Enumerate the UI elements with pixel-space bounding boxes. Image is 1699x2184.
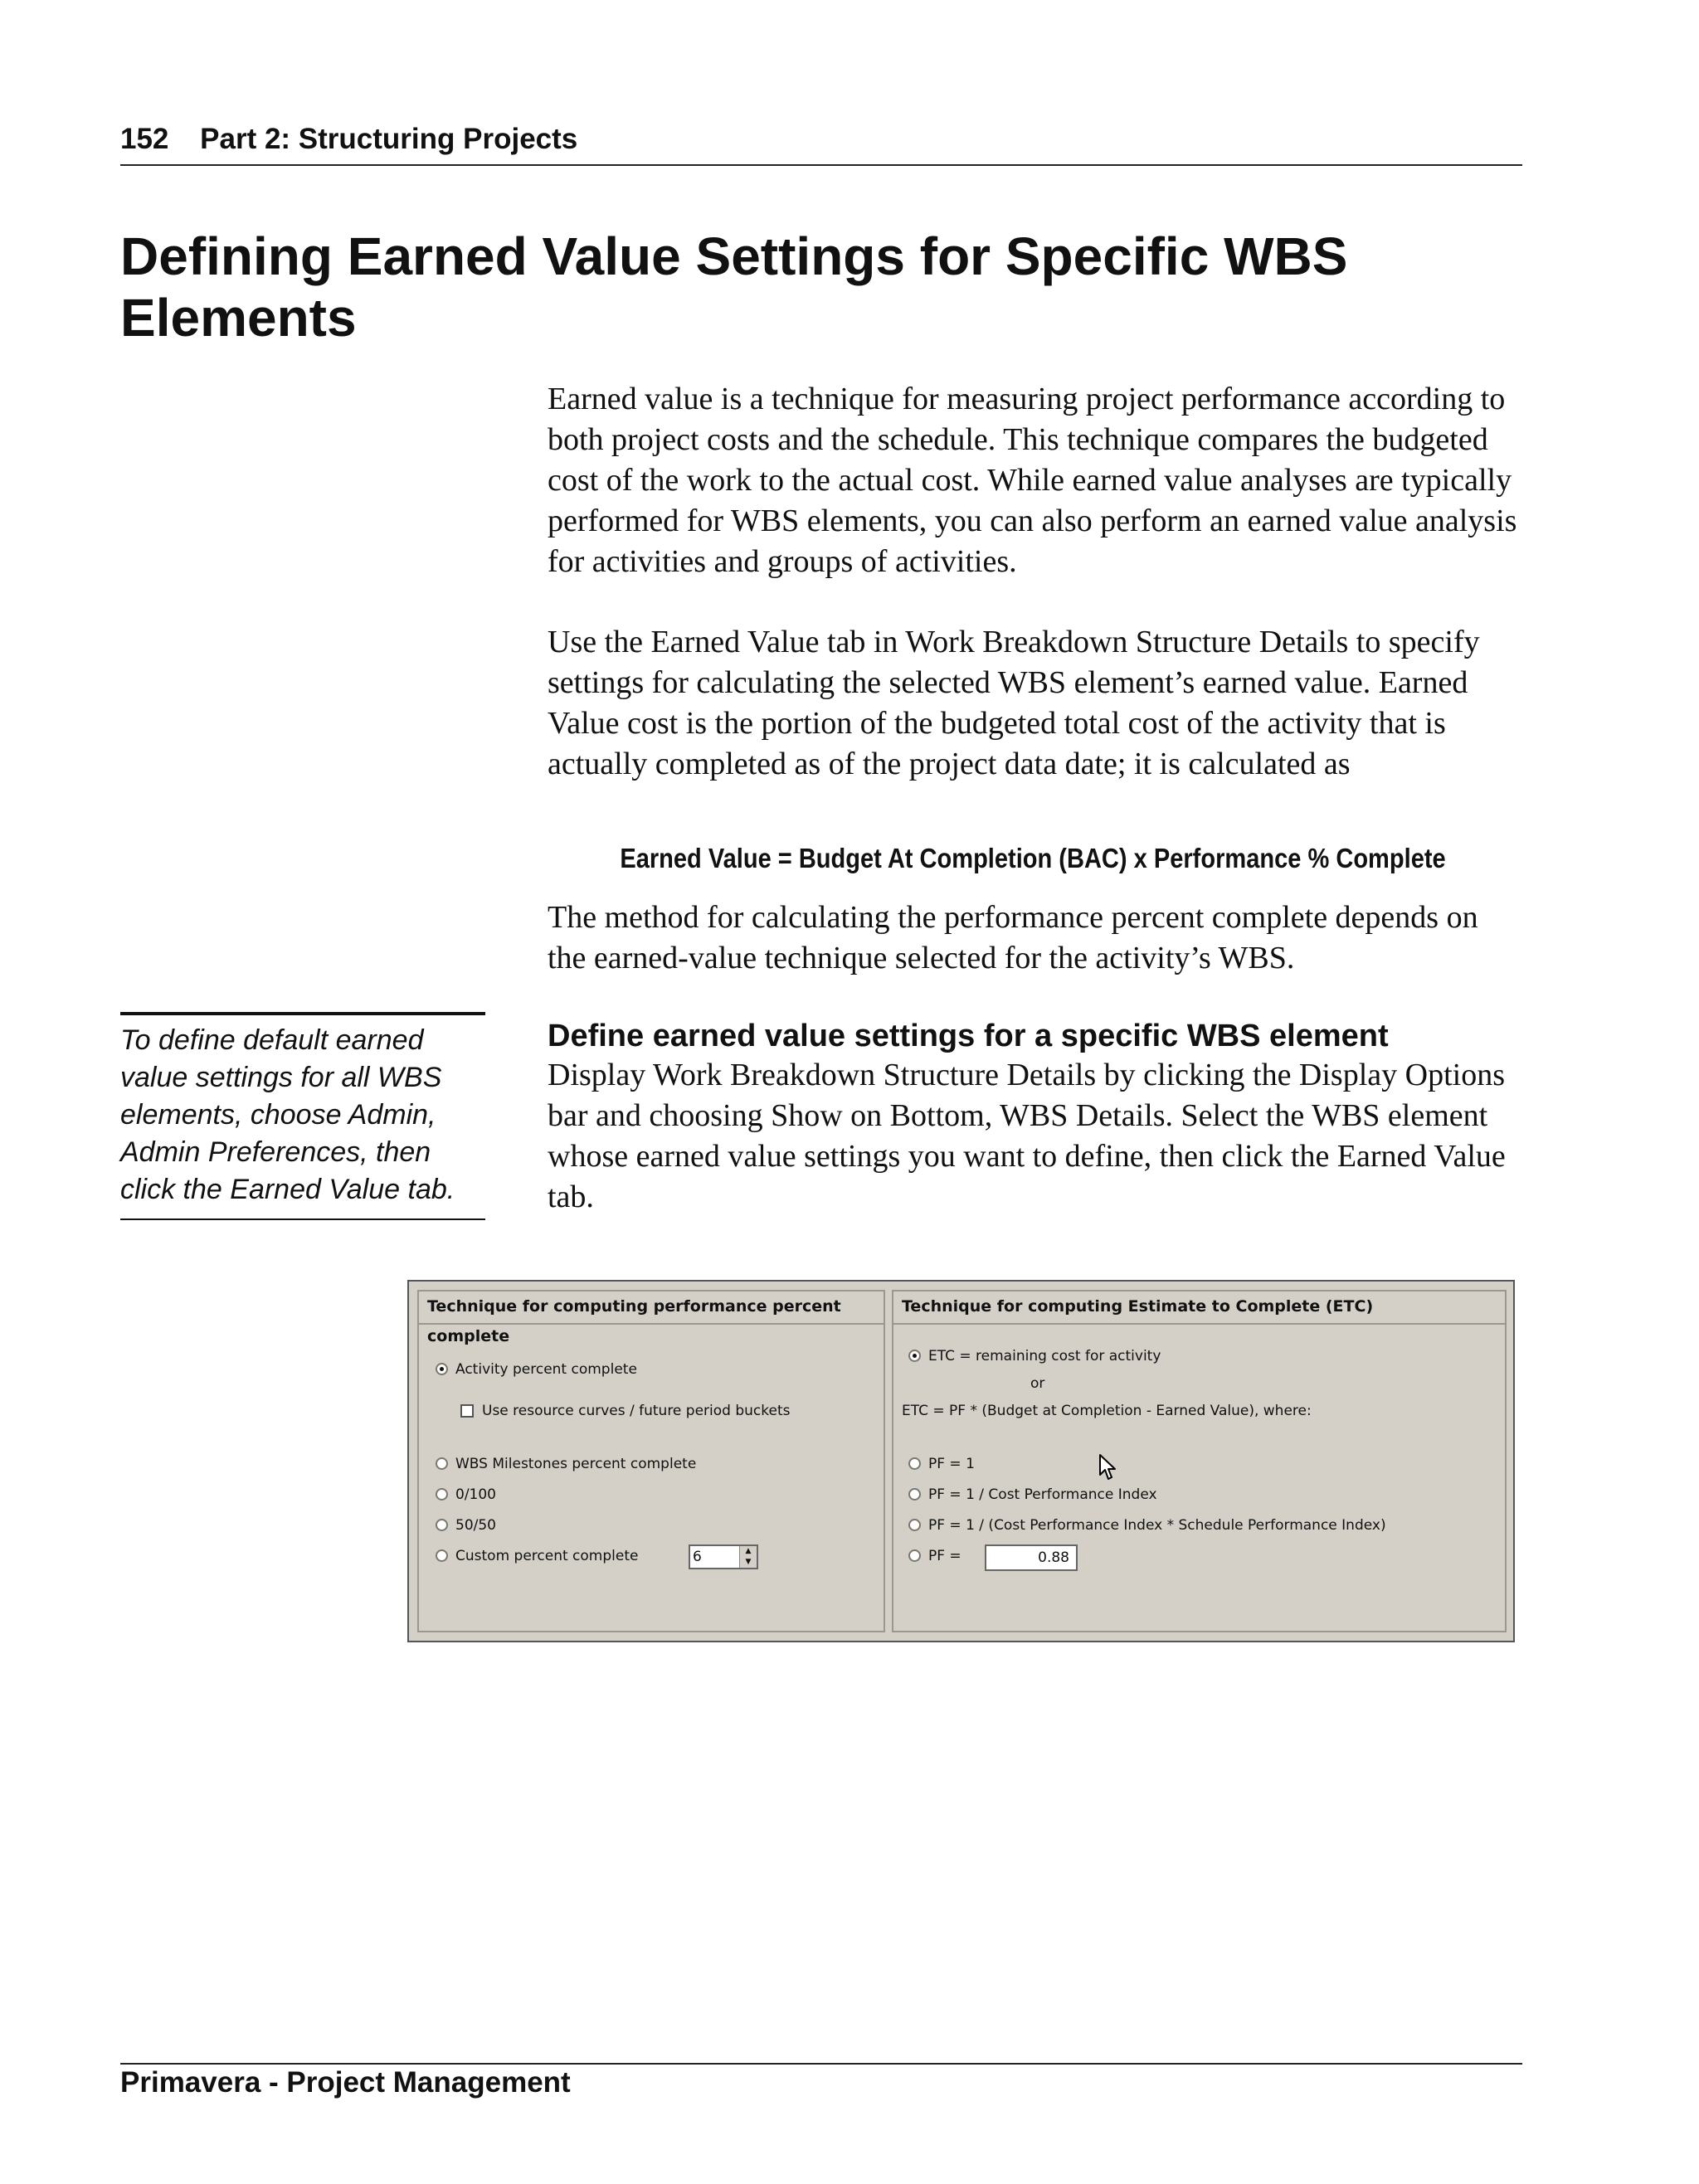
- option-label: Activity percent complete: [455, 1361, 637, 1378]
- radio-button[interactable]: [908, 1350, 921, 1362]
- earned-value-formula: Earned Value = Budget At Completion (BAC) x Performance % Complete: [620, 843, 1446, 873]
- checkbox[interactable]: [460, 1404, 474, 1418]
- page-footer: Primavera - Project Management: [120, 2063, 1522, 2099]
- option-label: 0/100: [455, 1486, 496, 1503]
- radio-button[interactable]: [908, 1488, 921, 1501]
- method-paragraph: The method for calculating the performance percent complete depends on the earned-value technique selected for the activity’s WBS.: [548, 900, 1478, 975]
- mouse-cursor-icon: [1098, 1453, 1118, 1481]
- radio-button[interactable]: [908, 1549, 921, 1562]
- resource-curves-option[interactable]: [460, 1402, 791, 1420]
- pf-custom-option[interactable]: [908, 1547, 961, 1565]
- option-label: PF = 1: [928, 1456, 975, 1472]
- radio-button[interactable]: [908, 1457, 921, 1470]
- performance-technique-group: [417, 1290, 885, 1632]
- intro-paragraph: Earned value is a technique for measuring project performance according to both project costs and the schedule. This technique compares the budgeted cost of the work to the actual cost. While earned value analyses are typically performed for WBS elements, you can also perform an earned value analysis for activities and groups of activities.: [548, 382, 1517, 579]
- radio-button[interactable]: [436, 1363, 448, 1375]
- option-label: PF =: [928, 1548, 961, 1564]
- or-label: or: [1030, 1375, 1045, 1392]
- page-title: Defining Earned Value Settings for Specific WBS Elements: [120, 226, 1348, 348]
- spin-up-icon[interactable]: ▲: [745, 1547, 752, 1555]
- option-label: Custom percent complete: [455, 1548, 639, 1564]
- performance-technique-title: Technique for computing performance percent complete: [419, 1291, 884, 1325]
- wbs-milestones-option[interactable]: [436, 1455, 696, 1473]
- option-label: PF = 1 / Cost Performance Index: [928, 1486, 1157, 1503]
- radio-button[interactable]: [908, 1519, 921, 1531]
- option-label: ETC = remaining cost for activity: [928, 1348, 1161, 1364]
- etc-technique-title: Technique for computing Estimate to Complete (ETC): [893, 1291, 1505, 1325]
- fifty-fifty-option[interactable]: [436, 1516, 496, 1535]
- earned-value-tab-paragraph: Use the Earned Value tab in Work Breakdown Structure Details to specify settings for calculating the selected WBS element’s earned value. Earned Value cost is the portion of the budgeted total cost of the activity that is actually completed as of the project data date; it is calculated as: [548, 625, 1480, 781]
- stepper-buttons: [739, 1546, 757, 1568]
- pf-one-option[interactable]: [908, 1455, 975, 1473]
- section-title: Part 2: Structuring Projects: [200, 123, 578, 155]
- page-number: 152: [120, 123, 169, 155]
- custom-percent-option[interactable]: [436, 1547, 638, 1565]
- page-header: [120, 123, 1522, 166]
- sidenote: To define default earned value settings for all WBS elements, choose Admin, Admin Preferences, then click the Earned Value tab.: [120, 1012, 485, 1220]
- pf-cpi-option[interactable]: [908, 1486, 1157, 1504]
- radio-button[interactable]: [436, 1519, 448, 1531]
- zero-hundred-option[interactable]: [436, 1486, 496, 1504]
- spin-down-icon[interactable]: ▼: [745, 1558, 752, 1566]
- earned-value-settings-screenshot: [407, 1280, 1515, 1642]
- custom-percent-value: 6: [693, 1549, 702, 1565]
- option-label: 50/50: [455, 1517, 496, 1534]
- pf-cpi-spi-option[interactable]: [908, 1516, 1386, 1535]
- etc-formula-label: ETC = PF * (Budget at Completion - Earned Value), where:: [902, 1403, 1312, 1419]
- custom-percent-stepper[interactable]: [689, 1544, 758, 1569]
- etc-technique-group: [892, 1290, 1507, 1632]
- pf-value-field[interactable]: 0.88: [985, 1544, 1078, 1571]
- radio-button[interactable]: [436, 1549, 448, 1562]
- procedure-paragraph: Display Work Breakdown Structure Details by clicking the Display Options bar and choosing Show on Bottom, WBS Details. Select the WBS element whose earned value settings you want to define, then click the Earned Value tab.: [548, 1058, 1506, 1214]
- radio-button[interactable]: [436, 1457, 448, 1470]
- radio-button[interactable]: [436, 1488, 448, 1501]
- activity-percent-option[interactable]: [436, 1360, 637, 1379]
- option-label: PF = 1 / (Cost Performance Index * Schedule Performance Index): [928, 1517, 1386, 1534]
- etc-remaining-option[interactable]: [908, 1347, 1161, 1365]
- procedure-heading: Define earned value settings for a specific WBS element: [548, 1019, 1389, 1053]
- option-label: WBS Milestones percent complete: [455, 1456, 697, 1472]
- option-label: Use resource curves / future period buckets: [482, 1403, 791, 1419]
